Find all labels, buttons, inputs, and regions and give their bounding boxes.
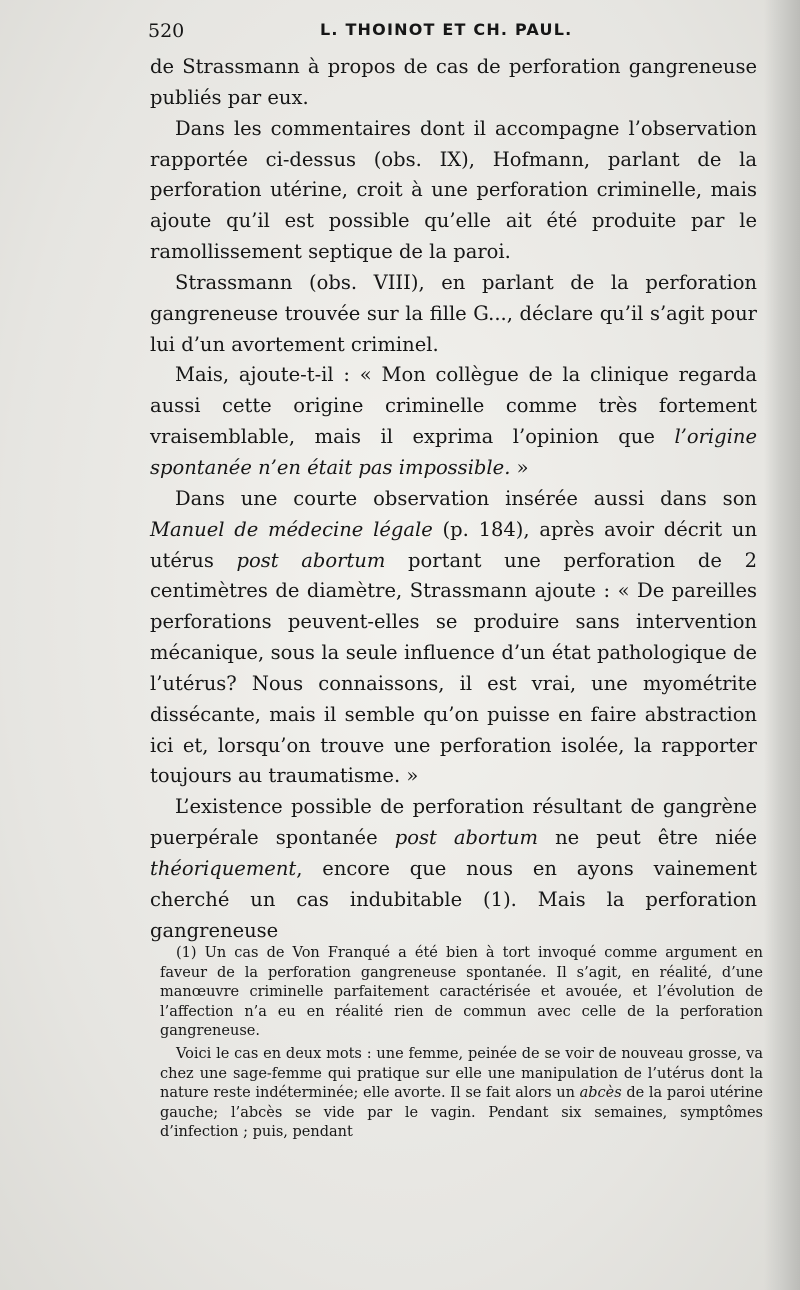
paragraph-5: Dans une courte observation insérée aussi dans son Manuel de médecine légale (p. 184), après avoir décrit un utérus post abortum portant une perforation de 2 centimètres de diamètre, Strassmann ajoute : « De pareilles perforations peuvent-elles se produire sans intervention mécanique, sous la seule influence d’un état pathologique de l’utérus? Nous connaissons, il est vrai, une myométrite dissécante, mais il semble qu’on puisse en faire abstraction ici et, lorsqu’on trouve une perforation isolée, la rapporter toujours au traumatisme. » bbox=[150, 486, 757, 788]
italic-post-abortum: post abortum bbox=[236, 548, 386, 572]
paragraph-4: Mais, ajoute-t-il : « Mon collègue de la clinique regarda aussi cette origine criminelle comme très fortement vraisemblable, mais il exprima l’opinion que l’origine spontanée n’en était pas impossible. » bbox=[150, 363, 757, 479]
footnotes bbox=[160, 944, 763, 1143]
page-header bbox=[148, 14, 758, 50]
running-head: L. THOINOT ET CH. PAUL. bbox=[320, 20, 573, 39]
paragraph-2: Dans les commentaires dont il accompagne l’observation rapportée ci-dessus (obs. IX), Hofmann, parlant de la perforation utérine, croit à une perforation criminelle, mais ajoute qu’il est possible qu’elle ait été produite par le ramollissement septique de la paroi. bbox=[150, 116, 757, 264]
italic-book-title: Manuel de médecine légale bbox=[150, 517, 433, 541]
page-number: 520 bbox=[148, 20, 185, 42]
italic-quote: l’origine spontanée n’en était pas impossible. bbox=[150, 425, 757, 479]
main-text bbox=[150, 52, 757, 946]
footnote-1: (1) Un cas de Von Franqué a été bien à tort invoqué comme argument en faveur de la perforation gangreneuse spontanée. Il s’agit, en réalité, d’une manœuvre criminelle parfaitement caractérisée et avouée, et l’évolution de l’affection n’a eu en réalité rien de commun avec celle de la perforation gangreneuse. bbox=[160, 945, 763, 1040]
italic-theoriquement: théoriquement bbox=[150, 856, 297, 880]
paragraph-1: de Strassmann à propos de cas de perforation gangreneuse publiés par eux. bbox=[150, 55, 757, 109]
paragraph-6: L’existence possible de perforation résultant de gangrène puerpérale spontanée post abortum ne peut être niée théoriquement, encore que nous en ayons vainement cherché un cas indubitable (1). Mais la perforation gangreneuse bbox=[150, 795, 758, 942]
paragraph-3: Strassmann (obs. VIII), en parlant de la perforation gangreneuse trouvée sur la fille G..., déclare qu’il s’agit pour lui d’un avortement criminel. bbox=[150, 270, 757, 356]
italic-post-abortum-2: post abortum bbox=[394, 826, 538, 850]
italic-abces: abcès bbox=[579, 1085, 622, 1102]
footnote-1-continued: Voici le cas en deux mots : une femme, peinée de se voir de nouveau grosse, va chez une sage-femme qui pratique sur elle une manipulation de l’utérus dont la nature reste indéterminée; elle avorte. Il se fait alors un abcès de la paroi utérine gauche; l’abcès se vide par le vagin. Pendant six semaines, symptômes d’infection ; puis, pendant bbox=[160, 1045, 763, 1141]
page-edge-shadow bbox=[764, 0, 800, 1290]
